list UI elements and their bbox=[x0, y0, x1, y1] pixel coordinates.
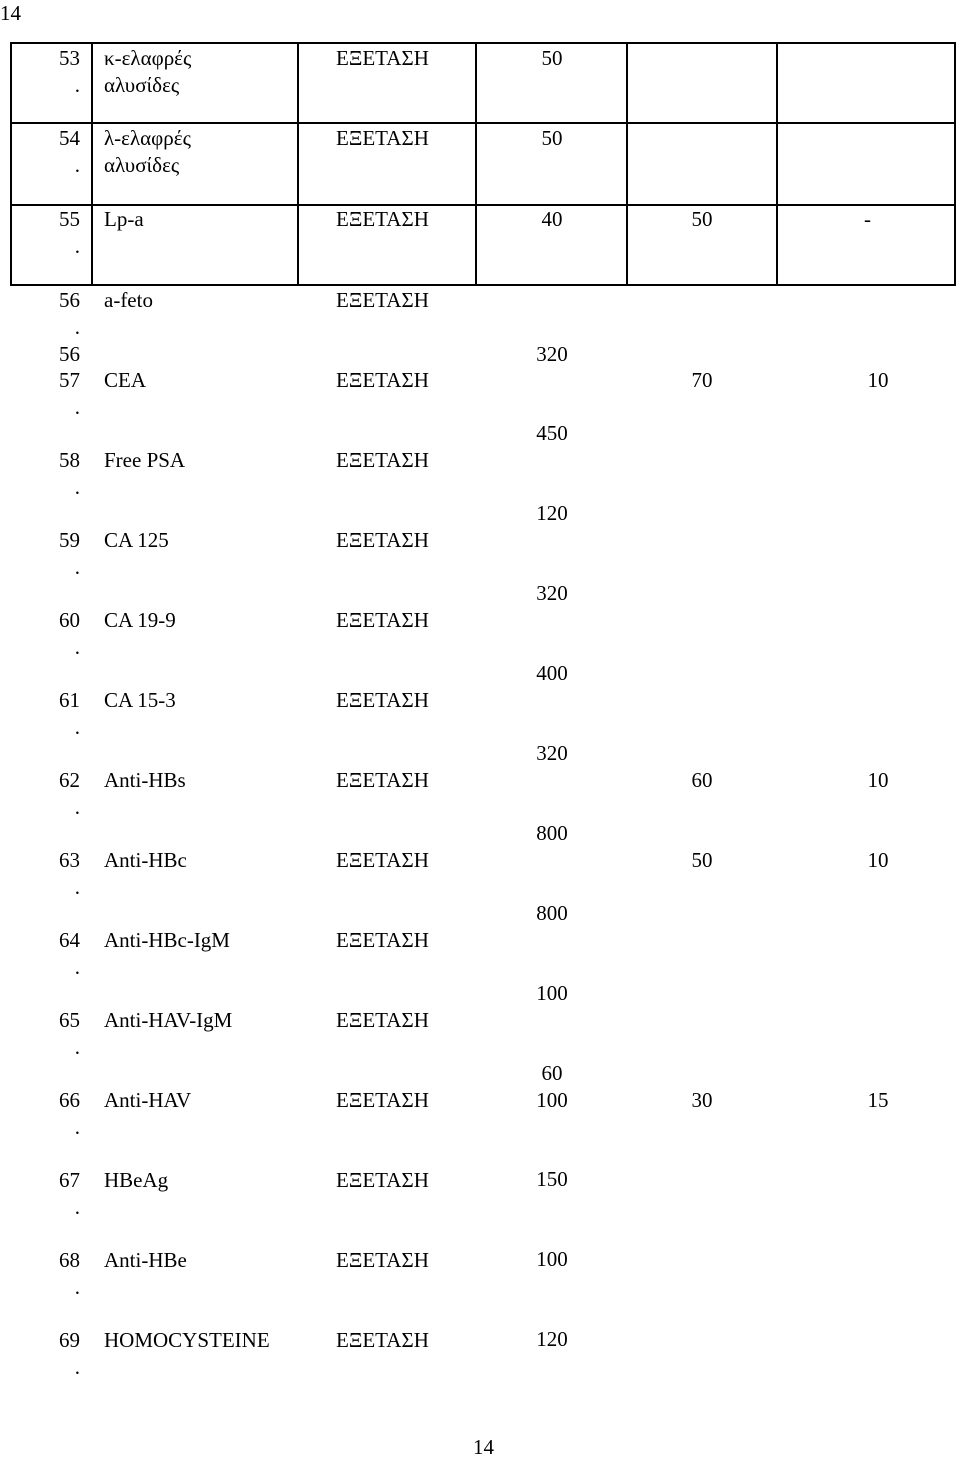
grid-line bbox=[10, 42, 956, 44]
row-number: 67 bbox=[59, 1168, 80, 1192]
test-name: Anti-HAV bbox=[104, 1088, 192, 1112]
test-name: κ-ελαφρές bbox=[104, 46, 192, 70]
row-number-dot: . bbox=[74, 1035, 80, 1059]
test-type: ΕΞΕΤΑΣΗ bbox=[336, 288, 429, 312]
test-name-line2: αλυσίδες bbox=[104, 153, 180, 177]
price-value: 320 bbox=[536, 581, 568, 605]
row-number-dot: . bbox=[74, 234, 80, 258]
test-name-line2: αλυσίδες bbox=[104, 73, 180, 97]
row-number: 61 bbox=[59, 688, 80, 712]
value-column-2: 70 bbox=[691, 368, 713, 392]
value-column-3: 10 bbox=[867, 768, 889, 792]
grid-line bbox=[297, 42, 299, 286]
price-value: 120 bbox=[536, 1327, 568, 1351]
value-column-2: 50 bbox=[691, 207, 713, 231]
test-type: ΕΞΕΤΑΣΗ bbox=[336, 1088, 429, 1112]
price-value: 40 bbox=[541, 207, 563, 231]
grid-line bbox=[91, 42, 93, 286]
test-type: ΕΞΕΤΑΣΗ bbox=[336, 1168, 429, 1192]
grid-line bbox=[776, 42, 778, 286]
test-type: ΕΞΕΤΑΣΗ bbox=[336, 368, 429, 392]
row-number: 62 bbox=[59, 768, 80, 792]
price-value: 50 bbox=[541, 46, 563, 70]
row-number-dot: . bbox=[74, 635, 80, 659]
value-column-3: 10 bbox=[867, 368, 889, 392]
test-type: ΕΞΕΤΑΣΗ bbox=[336, 448, 429, 472]
grid-line bbox=[10, 204, 956, 206]
row-number: 53 bbox=[59, 46, 80, 70]
test-type: ΕΞΕΤΑΣΗ bbox=[336, 768, 429, 792]
row-number: 56 bbox=[59, 288, 80, 312]
price-value: 60 bbox=[541, 1061, 563, 1085]
price-value: 320 bbox=[536, 342, 568, 366]
price-value: 100 bbox=[536, 1088, 568, 1112]
test-type: ΕΞΕΤΑΣΗ bbox=[336, 928, 429, 952]
row-number-dot: . bbox=[74, 315, 80, 339]
grid-line bbox=[475, 42, 477, 286]
row-number: 57 bbox=[59, 368, 80, 392]
price-value: 100 bbox=[536, 1247, 568, 1271]
row-number-dot: . bbox=[74, 1355, 80, 1379]
row-number-dot: . bbox=[74, 1275, 80, 1299]
row-number-dot: . bbox=[74, 795, 80, 819]
price-value: 320 bbox=[536, 741, 568, 765]
test-type: ΕΞΕΤΑΣΗ bbox=[336, 1248, 429, 1272]
grid-line bbox=[10, 284, 956, 286]
row-number-dot: . bbox=[74, 395, 80, 419]
test-type: ΕΞΕΤΑΣΗ bbox=[336, 126, 429, 150]
test-type: ΕΞΕΤΑΣΗ bbox=[336, 528, 429, 552]
value-column-3: 10 bbox=[867, 848, 889, 872]
price-value: 120 bbox=[536, 501, 568, 525]
row-number-dot: . bbox=[74, 475, 80, 499]
row-number: 69 bbox=[59, 1328, 80, 1352]
test-type: ΕΞΕΤΑΣΗ bbox=[336, 207, 429, 231]
row-number-dot: . bbox=[74, 715, 80, 739]
test-name: Anti-HBc bbox=[104, 848, 187, 872]
value-column-2: 60 bbox=[691, 768, 713, 792]
test-name: λ-ελαφρές bbox=[104, 126, 191, 150]
test-type: ΕΞΕΤΑΣΗ bbox=[336, 688, 429, 712]
value-column-3: 15 bbox=[867, 1088, 889, 1112]
row-number: 68 bbox=[59, 1248, 80, 1272]
row-number-dot: . bbox=[74, 153, 80, 177]
value-column-2: 50 bbox=[691, 848, 713, 872]
row-number: 59 bbox=[59, 528, 80, 552]
test-type: ΕΞΕΤΑΣΗ bbox=[336, 1008, 429, 1032]
test-name: CA 19-9 bbox=[104, 608, 176, 632]
price-value: 800 bbox=[536, 821, 568, 845]
test-type: ΕΞΕΤΑΣΗ bbox=[336, 46, 429, 70]
price-value: 50 bbox=[541, 126, 563, 150]
row-number-dot: . bbox=[74, 1195, 80, 1219]
test-name: Anti-HAV-IgM bbox=[104, 1008, 233, 1032]
value-column-3: - bbox=[864, 207, 871, 231]
test-type: ΕΞΕΤΑΣΗ bbox=[336, 1328, 429, 1352]
row-number-dot: . bbox=[74, 1115, 80, 1139]
row-number: 65 bbox=[59, 1008, 80, 1032]
row-number-dot: . bbox=[74, 555, 80, 579]
row-number-dot: . bbox=[74, 955, 80, 979]
test-type: ΕΞΕΤΑΣΗ bbox=[336, 608, 429, 632]
test-name: a-feto bbox=[104, 288, 153, 312]
test-name: Anti-HBc-IgM bbox=[104, 928, 230, 952]
test-name: Anti-HBe bbox=[104, 1248, 187, 1272]
test-name: Anti-HBs bbox=[104, 768, 186, 792]
grid-line bbox=[954, 42, 956, 286]
row-number: 54 bbox=[59, 126, 80, 150]
row-number: 66 bbox=[59, 1088, 80, 1112]
price-value: 400 bbox=[536, 661, 568, 685]
test-name: CEA bbox=[104, 368, 146, 392]
price-value: 100 bbox=[536, 981, 568, 1005]
test-name: HOMOCYSTEINE bbox=[104, 1328, 270, 1352]
row-number: 64 bbox=[59, 928, 80, 952]
grid-line bbox=[10, 122, 956, 124]
footer-page-number: 14 bbox=[473, 1435, 494, 1459]
price-value: 150 bbox=[536, 1167, 568, 1191]
value-column-2: 30 bbox=[691, 1088, 713, 1112]
grid-line bbox=[626, 42, 628, 286]
row-number: 63 bbox=[59, 848, 80, 872]
price-value: 800 bbox=[536, 901, 568, 925]
row-number: 60 bbox=[59, 608, 80, 632]
header-page-number: 14 bbox=[0, 1, 21, 25]
row-number: 58 bbox=[59, 448, 80, 472]
test-name: HBeAg bbox=[104, 1168, 169, 1192]
row-number-dot: . bbox=[74, 875, 80, 899]
test-name: CA 125 bbox=[104, 528, 169, 552]
stray-row-number: 56 bbox=[59, 342, 80, 366]
test-name: Lp-a bbox=[104, 207, 144, 231]
test-name: CA 15-3 bbox=[104, 688, 176, 712]
row-number-dot: . bbox=[74, 73, 80, 97]
row-number: 55 bbox=[59, 207, 80, 231]
price-value: 450 bbox=[536, 421, 568, 445]
test-type: ΕΞΕΤΑΣΗ bbox=[336, 848, 429, 872]
test-name: Free PSA bbox=[104, 448, 186, 472]
